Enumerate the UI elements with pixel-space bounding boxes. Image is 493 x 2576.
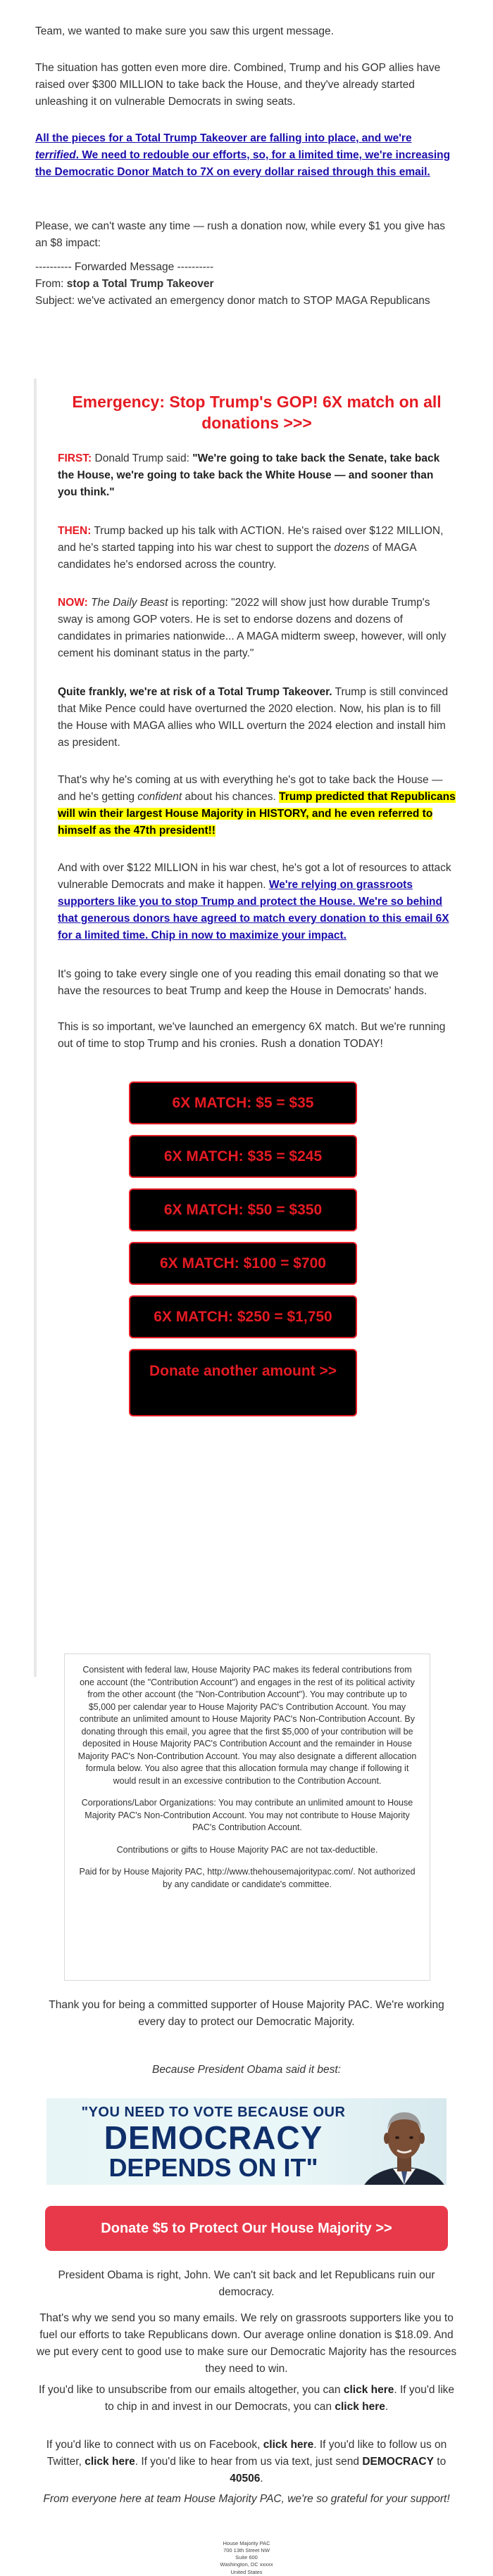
coming-paragraph: That's why he's coming at us with everything he's got to take back the House — and he's getting confident about his chances. Trump predicted that Republicans will win their largest House Majority in HISTORY, and he even referred to himself as the 47th president!! <box>58 774 456 837</box>
obama-portrait <box>362 2098 447 2185</box>
signoff-text: From everyone here at team House Majority PAC, we're so grateful for your support! <box>43 2493 450 2505</box>
important-paragraph: This is so important, we've launched an emergency 6X match. But we're running out of time to stop Trump and his cronies. Rush a donation TODAY! <box>58 1021 446 1051</box>
emergency-headline[interactable]: Emergency: Stop Trump's GOP! 6X match on all donations >>> <box>72 393 442 432</box>
quote-bar <box>34 379 37 1677</box>
unsubscribe-text: If you'd like to unsubscribe from our emails altogether, you can click here. If you'd like to chip in and invest in our Democrats, you can click here. <box>38 2384 455 2413</box>
grassroots-link[interactable]: We're relying on grassroots supporters like you to stop Trump and protect the House. We're so behind that generous donors have agreed to match every donation to this email 6X for a limited time. Chip in now to maximize your impact. <box>58 879 449 942</box>
intro-greeting: Team, we wanted to make sure you saw this urgent message. <box>35 25 334 37</box>
unsubscribe-link[interactable]: click here <box>343 2384 394 2396</box>
obama-quote-banner[interactable]: "YOU NEED TO VOTE BECAUSE OUR DEMOCRACY DEPENDS ON IT" <box>46 2098 447 2185</box>
first-paragraph: FIRST: Donald Trump said: "We're going to take back the Senate, take back the House, we're going to take back the White House — and sooner than you think." <box>58 452 440 499</box>
match-5-button[interactable]: 6X MATCH: $5 = $35 <box>129 1081 357 1124</box>
forwarded-from: From: stop a Total Trump Takeover <box>35 278 214 290</box>
warchest-paragraph: And with over $122 MILLION in his war chest, he's got a lot of resources to attack vulnerable Democrats and make it happen. We're relying on grassroots supporters like you to stop Trump and protect the House. We're so behind that generous donors have agreed to match every donation to this email 6X for a limited time. Chip in now to maximize your impact. <box>58 862 451 942</box>
match-35-button[interactable]: 6X MATCH: $35 = $245 <box>129 1135 357 1178</box>
footer-address: House Majority PAC 700 13th Street NW Suite 600 Washington, DC xxxxx United States <box>220 2540 273 2575</box>
match-50-button[interactable]: 6X MATCH: $50 = $350 <box>129 1188 357 1231</box>
why-emails-text: That's why we send you so many emails. We rely on grassroots supporters like you to fuel our efforts to take Republicans down. Our average online donation is $18.09. And we put every cent to good use to make sure our Democratic Majority has the resources they need to win. <box>36 2312 457 2375</box>
forwarded-divider: ---------- Forwarded Message ---------- <box>35 261 214 273</box>
then-paragraph: THEN: Trump backed up his talk with ACTION. He's raised over $122 MILLION, and he's started tapping into his war chest to support the dozens of MAGA candidates he's endorsed across the country. <box>58 525 444 571</box>
twitter-link[interactable]: click here <box>85 2456 135 2468</box>
everyone-paragraph: It's going to take every single one of you reading this email donating so that we have the resources to beat Trump and keep the House in Democrats' hands. <box>58 968 439 998</box>
thanks-text: Thank you for being a committed supporter of House Majority PAC. We're working every day to protect our Democratic Majority. <box>49 1999 444 2029</box>
match-250-button[interactable]: 6X MATCH: $250 = $1,750 <box>129 1295 357 1338</box>
obama-right-text: President Obama is right, John. We can't sit back and let Republicans ruin our democracy. <box>58 2269 435 2299</box>
legal-disclaimer: Consistent with federal law, House Majority PAC makes its federal contributions from one account (the "Contribution Account") and engages in the rest of its political activity from the other account (the "Non-Contribution Account"). You may contribute up to $5,000 per calendar year to House Majority PAC's Contribution Account. You may contribute an unlimited amount to House Majority PAC's Non-Contribution Account. By donating through this email, you agree that the first $5,000 of your contribution will be deposited in House Majority PAC's Contribution Account and the remainder in House Majority PAC's Non-Contribution Account. You may also designate a different allocation formula below. You also agree that this allocation formula may change if following it would result in an excessive contribution to the Contribution Account. Corporations/Labor Organizations: You may contribute an unlimited amount to House Majority PAC's Non-Contribution Account. You may not contribute to House Majority PAC's Contribution Account. Contributions or gifts to House Majority PAC are not tax-deductible. Paid for by House Majority PAC, http://www.thehousemajoritypac.com/. Not authorized by any candidate or candidate's committee. <box>64 1654 430 1981</box>
takeover-link[interactable]: All the pieces for a Total Trump Takeover are falling into place, and we're terrified. We need to redouble our efforts, so, for a limited time, we're increasing the Democratic Donor Match to 7X on every dollar raised through this email. <box>35 132 451 179</box>
frankly-paragraph: Quite frankly, we're at risk of a Total Trump Takeover. Trump is still convinced that Mike Pence could have overturned the 2020 election. Now, his plan is to fill the House with MAGA allies who WILL overturn the 2024 election and install him as president. <box>58 686 449 749</box>
because-text: Because President Obama said it best: <box>152 2064 341 2076</box>
donate-5-banner-button[interactable]: Donate $5 to Protect Our House Majority >> <box>45 2206 448 2251</box>
facebook-link[interactable]: click here <box>263 2439 314 2451</box>
highlighted-claim: Trump predicted that Republicans will win their largest House Majority in HISTORY, and he even referred to himself as the 47th president!! <box>58 791 456 837</box>
donate-other-button[interactable]: Donate another amount >> <box>129 1349 357 1416</box>
chip-in-link[interactable]: click here <box>335 2401 385 2413</box>
match-100-button[interactable]: 6X MATCH: $100 = $700 <box>129 1242 357 1285</box>
intro-takeover-link[interactable] <box>35 130 458 181</box>
now-paragraph: NOW: The Daily Beast is reporting: "2022 will show just how durable Trump's sway is among GOP voters. He is set to endorse dozens and dozens of candidates in primaries nationwide... A MAGA midterm sweep, however, will only cement his dominant status in the party." <box>58 597 447 660</box>
social-text: If you'd like to connect with us on Facebook, click here. If you'd like to follow us on Twitter, click here. If you'd like to hear from us via text, just send DEMOCRACY to 40506. <box>46 2439 447 2485</box>
intro-urgency: Please, we can't waste any time — rush a donation now, while every $1 you give has an $8 impact: <box>35 220 445 250</box>
intro-situation: The situation has gotten even more dire. Combined, Trump and his GOP allies have raised over $300 MILLION to take back the House, and they've already started unleashing it on vulnerable Democrats in swing seats. <box>35 62 441 108</box>
forwarded-subject: Subject: we've activated an emergency donor match to STOP MAGA Republicans <box>35 295 430 307</box>
